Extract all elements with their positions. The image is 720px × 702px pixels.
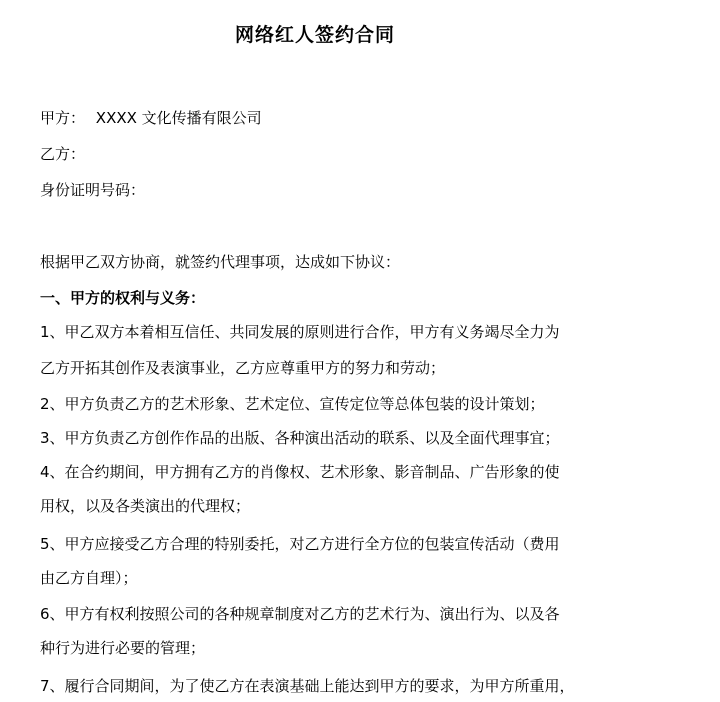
- party-a-value: XXXX 文化传播有限公司: [95, 109, 262, 127]
- id-number-label: 身份证明号码：: [40, 181, 146, 199]
- clause-line: 7、履行合同期间，为了使乙方在表演基础上能达到甲方的要求，为甲方所重用，: [40, 677, 575, 695]
- contract-title: 网络红人签约合同: [234, 24, 395, 46]
- party-b-label: 乙方：: [40, 145, 86, 163]
- clause-line: 2、甲方负责乙方的艺术形象、艺术定位、宣传定位等总体包装的设计策划；: [40, 395, 545, 413]
- clause-line: 4、在合约期间，甲方拥有乙方的肖像权、艺术形象、影音制品、广告形象的使: [40, 463, 560, 481]
- clause-line: 6、甲方有权利按照公司的各种规章制度对乙方的艺术行为、演出行为、以及各: [40, 605, 560, 623]
- intro-paragraph: 根据甲乙双方协商，就签约代理事项，达成如下协议：: [40, 253, 401, 271]
- party-a-line: [40, 108, 680, 128]
- clause-line: 用权，以及各类演出的代理权；: [40, 497, 251, 515]
- clause-line: 5、甲方应接受乙方合理的特别委托，对乙方进行全方位的包装宣传活动（费用: [40, 535, 560, 553]
- clause-line: 由乙方自理）；: [40, 569, 138, 587]
- clause-line: 乙方开拓其创作及表演事业，乙方应尊重甲方的努力和劳动；: [40, 359, 446, 377]
- clause-line: 3、甲方负责乙方创作作品的出版、各种演出活动的联系、以及全面代理事宜；: [40, 429, 560, 447]
- section-1-heading: 一、甲方的权利与义务：: [40, 289, 206, 307]
- party-a-label: 甲方：: [40, 109, 86, 127]
- clause-line: 种行为进行必要的管理；: [40, 639, 206, 657]
- clause-line: 1、甲乙双方本着相互信任、共同发展的原则进行合作，甲方有义务竭尽全力为: [40, 323, 560, 341]
